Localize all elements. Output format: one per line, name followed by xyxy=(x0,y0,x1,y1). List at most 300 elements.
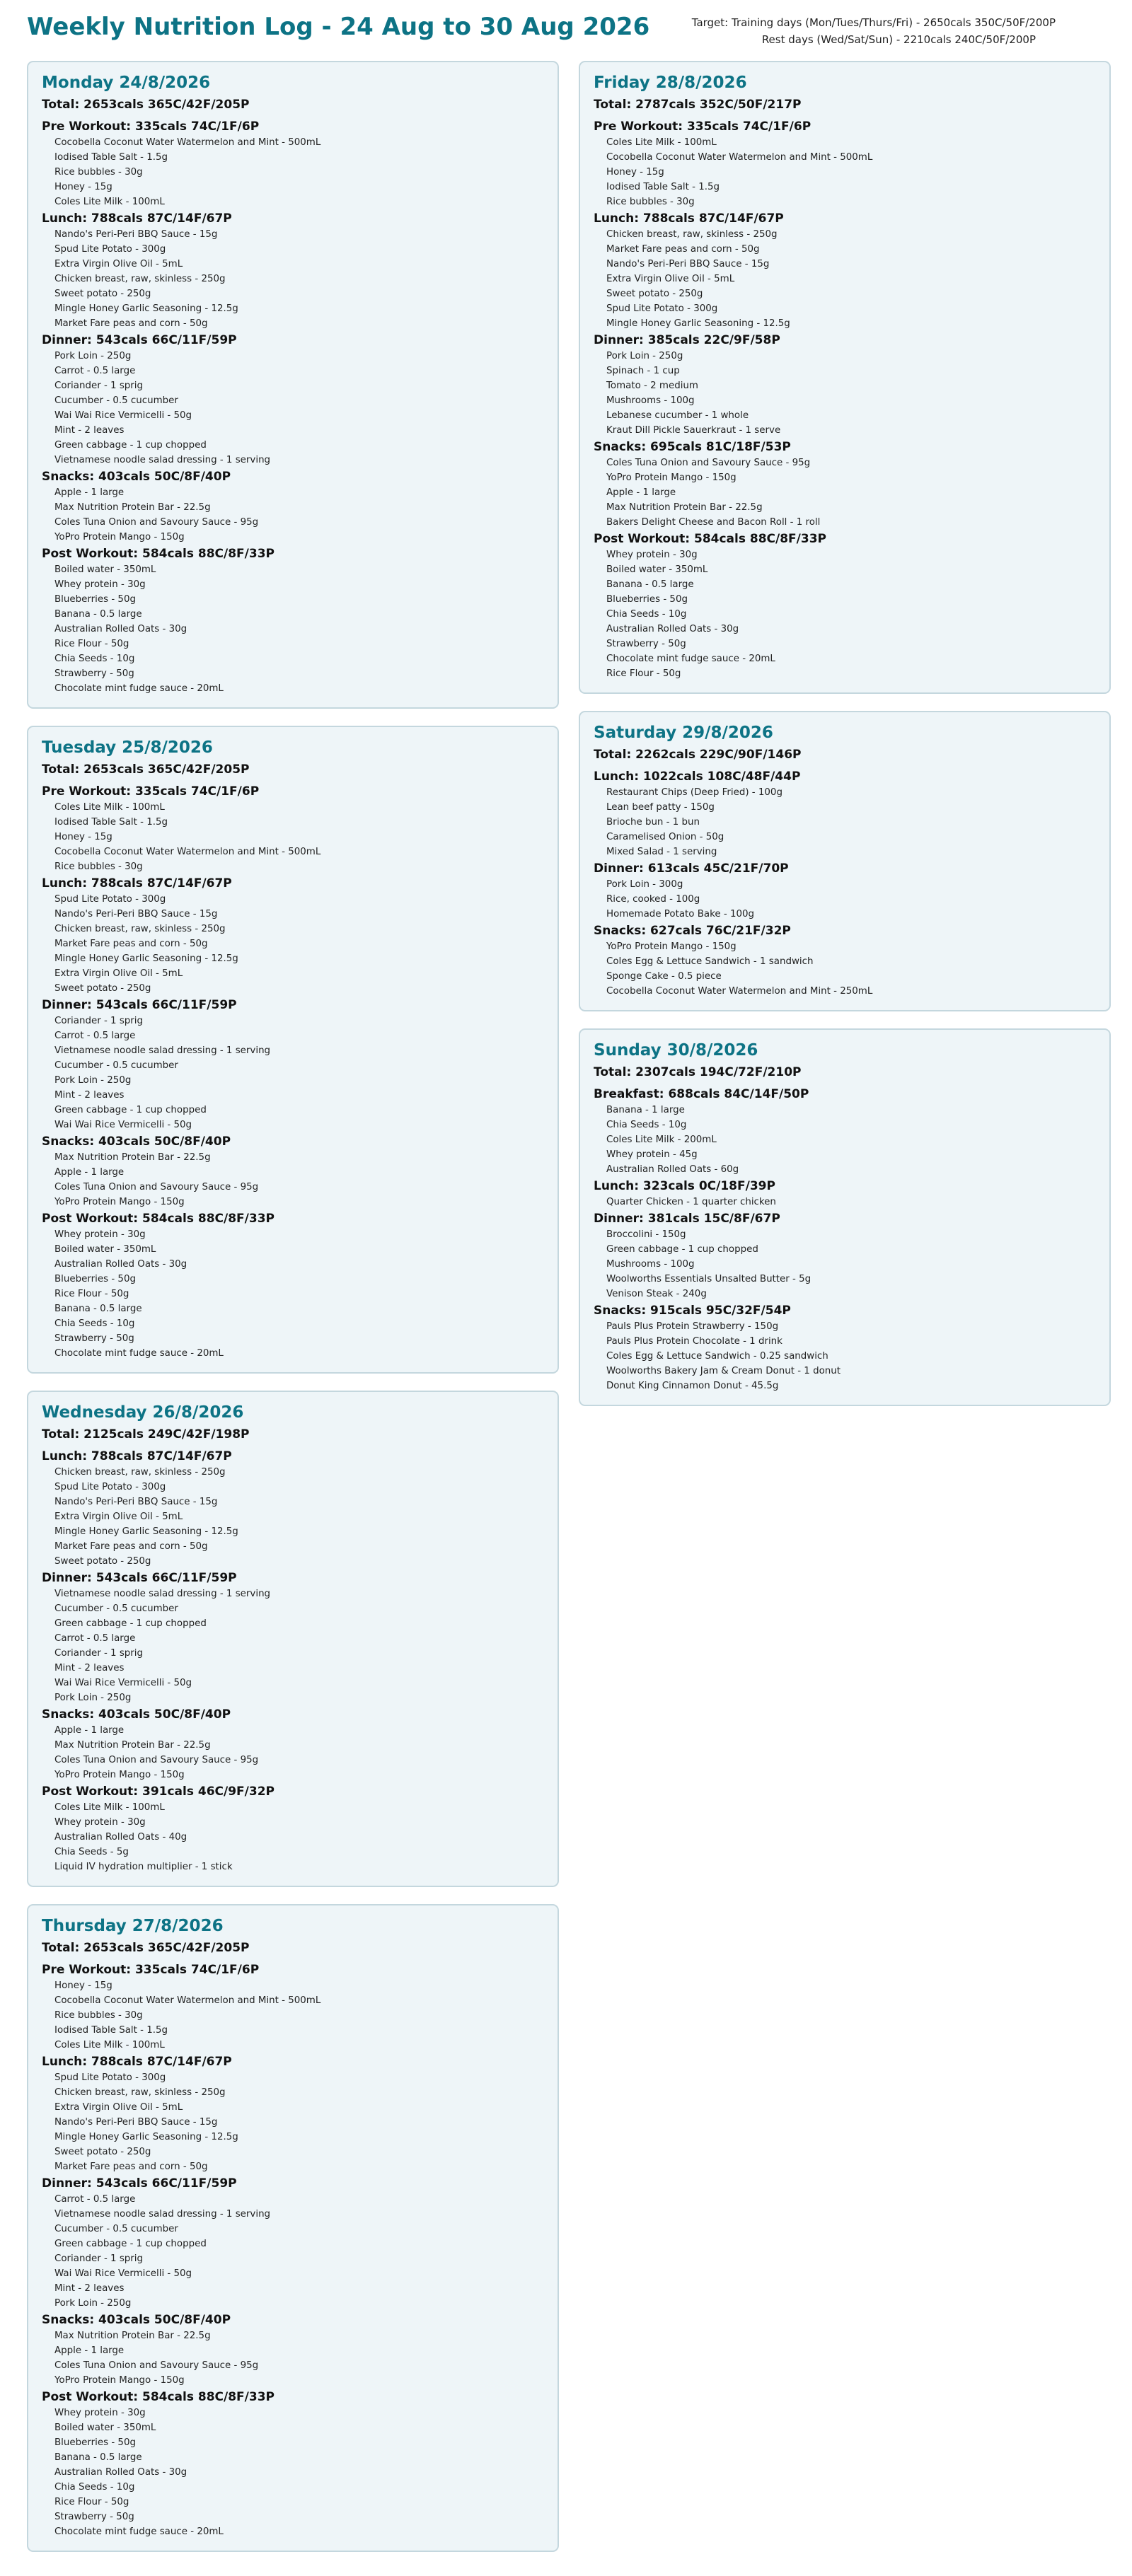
food-item: Honey - 15g xyxy=(606,167,664,178)
right-column xyxy=(579,61,1111,1423)
targets-box xyxy=(681,14,1105,48)
food-item: Pork Loin - 250g xyxy=(54,1075,132,1086)
day-title: Monday 24/8/2026 xyxy=(42,74,211,92)
food-item: Cocobella Coconut Water Watermelon and Mint - 500mL xyxy=(54,137,321,148)
meal-items xyxy=(42,1978,545,2053)
meal-title: Dinner: 381cals 15C/8F/67P xyxy=(594,1212,780,1226)
food-item: Rice bubbles - 30g xyxy=(54,167,143,178)
meal-items xyxy=(42,1800,545,1874)
food-item: Rice Flour - 50g xyxy=(54,639,129,649)
food-item: Extra Virgin Olive Oil - 5mL xyxy=(606,274,735,284)
meal-section xyxy=(594,531,1097,681)
food-item: Blueberries - 50g xyxy=(54,1274,136,1284)
food-item: Apple - 1 large xyxy=(54,1167,125,1178)
day-total: Total: 2125cals 249C/42F/198P xyxy=(42,1427,250,1441)
food-item: Mushrooms - 100g xyxy=(606,1259,695,1270)
food-item: Blueberries - 50g xyxy=(54,2437,136,2448)
food-item: Blueberries - 50g xyxy=(606,594,688,605)
meal-items xyxy=(42,1586,545,1705)
meal-title: Lunch: 788cals 87C/14F/67P xyxy=(42,2055,232,2069)
food-item: Chia Seeds - 10g xyxy=(54,654,135,664)
meal-section xyxy=(42,546,545,696)
food-item: Chia Seeds - 10g xyxy=(606,1120,687,1130)
meal-items xyxy=(42,1150,545,1209)
day-total: Total: 2307cals 194C/72F/210P xyxy=(594,1065,802,1079)
food-item: Rice bubbles - 30g xyxy=(54,861,143,872)
food-item: Tomato - 2 medium xyxy=(606,381,698,391)
food-item: Kraut Dill Pickle Sauerkraut - 1 serve xyxy=(606,425,781,436)
food-item: Cucumber - 0.5 cucumber xyxy=(54,1603,178,1614)
food-item: YoPro Protein Mango - 150g xyxy=(54,2375,185,2386)
food-item: Sweet potato - 250g xyxy=(54,289,151,299)
meal-items xyxy=(42,2070,545,2174)
food-item: YoPro Protein Mango - 150g xyxy=(54,1197,185,1207)
food-item: Woolworths Essentials Unsalted Butter - 5g xyxy=(606,1274,812,1284)
food-item: Coles Egg & Lettuce Sandwich - 0.25 sandwich xyxy=(606,1351,828,1362)
food-item: Mingle Honey Garlic Seasoning - 12.5g xyxy=(606,318,790,329)
food-item: Coles Egg & Lettuce Sandwich - 1 sandwich xyxy=(606,956,814,967)
food-item: Whey protein - 30g xyxy=(54,2408,146,2418)
page-header xyxy=(27,13,1105,55)
meal-items xyxy=(594,349,1097,438)
food-item: Carrot - 0.5 large xyxy=(54,1031,136,1041)
meal-section xyxy=(594,439,1097,530)
food-item: Nando's Peri-Peri BBQ Sauce - 15g xyxy=(606,259,770,269)
day-title: Saturday 29/8/2026 xyxy=(594,724,773,742)
food-item: Whey protein - 30g xyxy=(54,1817,146,1828)
food-item: Iodised Table Salt - 1.5g xyxy=(54,152,168,163)
food-item: Market Fare peas and corn - 50g xyxy=(54,318,208,329)
meal-title: Dinner: 543cals 66C/11F/59P xyxy=(42,2176,237,2191)
food-item: Chicken breast, raw, skinless - 250g xyxy=(54,274,226,284)
food-item: Coriander - 1 sprig xyxy=(54,381,144,391)
food-item: Market Fare peas and corn - 50g xyxy=(54,2162,208,2172)
food-item: Australian Rolled Oats - 60g xyxy=(606,1164,739,1175)
food-item: Banana - 0.5 large xyxy=(54,1304,142,1314)
meal-title: Lunch: 788cals 87C/14F/67P xyxy=(42,1449,232,1463)
food-item: Chicken breast, raw, skinless - 250g xyxy=(606,229,778,240)
food-item: Spud Lite Potato - 300g xyxy=(54,2072,166,2083)
food-item: Brioche bun - 1 bun xyxy=(606,817,700,828)
food-item: Whey protein - 30g xyxy=(54,579,146,590)
meal-section xyxy=(42,332,545,468)
food-item: Coles Tuna Onion and Savoury Sauce - 95g xyxy=(54,2360,259,2371)
meal-title: Post Workout: 584cals 88C/8F/33P xyxy=(594,532,826,546)
food-item: Extra Virgin Olive Oil - 5mL xyxy=(54,259,183,269)
food-item: Nando's Peri-Peri BBQ Sauce - 15g xyxy=(54,1497,218,1507)
food-item: Market Fare peas and corn - 50g xyxy=(606,244,760,255)
meal-section xyxy=(594,119,1097,209)
food-item: Banana - 1 large xyxy=(606,1105,685,1115)
food-item: Strawberry - 50g xyxy=(54,668,134,679)
meal-items xyxy=(42,1227,545,1361)
food-item: Caramelised Onion - 50g xyxy=(606,832,724,842)
food-item: Wai Wai Rice Vermicelli - 50g xyxy=(54,1678,192,1688)
day-total: Total: 2262cals 229C/90F/146P xyxy=(594,748,802,762)
food-item: Lean beef patty - 150g xyxy=(606,802,715,813)
food-item: Mint - 2 leaves xyxy=(54,1663,125,1673)
meal-section xyxy=(42,1707,545,1782)
day-card-tuesday xyxy=(27,726,559,1374)
food-item: Pauls Plus Protein Strawberry - 150g xyxy=(606,1321,779,1332)
day-card-monday xyxy=(27,61,559,709)
food-item: Green cabbage - 1 cup chopped xyxy=(54,440,207,451)
food-item: Mushrooms - 100g xyxy=(606,395,695,406)
meal-section xyxy=(42,2389,545,2539)
food-item: Rice, cooked - 100g xyxy=(606,894,700,905)
meal-items xyxy=(594,135,1097,209)
food-item: Coriander - 1 sprig xyxy=(54,1016,144,1026)
food-item: Mingle Honey Garlic Seasoning - 12.5g xyxy=(54,303,238,314)
meal-title: Post Workout: 584cals 88C/8F/33P xyxy=(42,547,275,561)
food-item: Iodised Table Salt - 1.5g xyxy=(54,2025,168,2036)
food-item: Boiled water - 350mL xyxy=(606,564,708,575)
food-item: Cocobella Coconut Water Watermelon and Mint - 250mL xyxy=(606,986,873,997)
food-item: Carrot - 0.5 large xyxy=(54,366,136,376)
food-item: Honey - 15g xyxy=(54,182,112,192)
food-item: Vietnamese noodle salad dressing - 1 serving xyxy=(54,1045,271,1056)
meal-title: Breakfast: 688cals 84C/14F/50P xyxy=(594,1087,809,1101)
food-item: Extra Virgin Olive Oil - 5mL xyxy=(54,1512,183,1522)
food-item: Iodised Table Salt - 1.5g xyxy=(54,817,168,828)
food-item: Market Fare peas and corn - 50g xyxy=(54,939,208,949)
day-total: Total: 2653cals 365C/42F/205P xyxy=(42,98,250,112)
food-item: Banana - 0.5 large xyxy=(54,609,142,620)
meal-section xyxy=(42,1570,545,1705)
food-item: Cucumber - 0.5 cucumber xyxy=(54,1060,178,1071)
meal-items xyxy=(42,1723,545,1782)
food-item: Cucumber - 0.5 cucumber xyxy=(54,2224,178,2234)
meal-title: Lunch: 788cals 87C/14F/67P xyxy=(42,211,232,226)
meal-items xyxy=(594,1227,1097,1301)
food-item: Green cabbage - 1 cup chopped xyxy=(54,2239,207,2249)
day-card-saturday xyxy=(579,711,1111,1011)
day-title: Tuesday 25/8/2026 xyxy=(42,738,213,757)
food-item: Cocobella Coconut Water Watermelon and Mint - 500mL xyxy=(606,152,873,163)
food-item: Spud Lite Potato - 300g xyxy=(606,303,718,314)
day-total: Total: 2653cals 365C/42F/205P xyxy=(42,762,250,777)
food-item: Mint - 2 leaves xyxy=(54,425,125,436)
meal-section xyxy=(42,1449,545,1569)
food-item: Rice Flour - 50g xyxy=(54,2497,129,2507)
day-total: Total: 2787cals 352C/50F/217P xyxy=(594,98,802,112)
food-item: Coriander - 1 sprig xyxy=(54,1648,144,1659)
food-item: Rice Flour - 50g xyxy=(606,668,681,679)
meal-items xyxy=(594,456,1097,530)
meal-section xyxy=(594,923,1097,999)
food-item: Cucumber - 0.5 cucumber xyxy=(54,395,178,406)
food-item: Chia Seeds - 10g xyxy=(606,609,687,620)
day-card-friday xyxy=(579,61,1111,694)
food-item: Coles Tuna Onion and Savoury Sauce - 95g xyxy=(606,458,811,468)
food-item: Boiled water - 350mL xyxy=(54,2423,156,2433)
food-item: Coles Lite Milk - 100mL xyxy=(54,2040,165,2050)
food-item: Mint - 2 leaves xyxy=(54,2283,125,2294)
meal-title: Pre Workout: 335cals 74C/1F/6P xyxy=(42,120,260,134)
meal-items xyxy=(594,785,1097,859)
food-item: Coles Lite Milk - 200mL xyxy=(606,1135,717,1145)
meal-items xyxy=(42,1014,545,1132)
target-rest-days: Rest days (Wed/Sat/Sun) - 2210cals 240C/50F/200P xyxy=(761,33,1036,46)
food-item: Mingle Honey Garlic Seasoning - 12.5g xyxy=(54,2132,238,2142)
food-item: YoPro Protein Mango - 150g xyxy=(606,941,737,952)
food-item: Wai Wai Rice Vermicelli - 50g xyxy=(54,410,192,421)
food-item: Green cabbage - 1 cup chopped xyxy=(54,1105,207,1115)
food-item: Woolworths Bakery Jam & Cream Donut - 1 donut xyxy=(606,1366,841,1376)
food-item: Pork Loin - 250g xyxy=(54,2298,132,2309)
food-item: Chicken breast, raw, skinless - 250g xyxy=(54,924,226,934)
meal-section xyxy=(42,784,545,874)
day-title: Friday 28/8/2026 xyxy=(594,74,747,92)
meal-section xyxy=(594,332,1097,438)
food-item: Mingle Honey Garlic Seasoning - 12.5g xyxy=(54,1526,238,1537)
meal-items xyxy=(594,547,1097,681)
meal-items xyxy=(42,562,545,696)
food-item: Vietnamese noodle salad dressing - 1 serving xyxy=(54,455,271,465)
food-item: Sweet potato - 250g xyxy=(54,2147,151,2157)
food-item: Chicken breast, raw, skinless - 250g xyxy=(54,2087,226,2098)
food-item: Boiled water - 350mL xyxy=(54,564,156,575)
food-item: Cocobella Coconut Water Watermelon and Mint - 500mL xyxy=(54,1995,321,2006)
food-item: Wai Wai Rice Vermicelli - 50g xyxy=(54,2268,192,2279)
food-item: Bakers Delight Cheese and Bacon Roll - 1 roll xyxy=(606,517,821,528)
meal-items xyxy=(42,349,545,468)
food-item: Green cabbage - 1 cup chopped xyxy=(54,1618,207,1629)
food-item: Homemade Potato Bake - 100g xyxy=(606,909,755,919)
food-item: Max Nutrition Protein Bar - 22.5g xyxy=(54,2331,211,2341)
food-item: Chocolate mint fudge sauce - 20mL xyxy=(606,654,775,664)
day-card-sunday xyxy=(579,1028,1111,1406)
food-item: Pork Loin - 300g xyxy=(606,879,683,890)
meal-section xyxy=(594,1211,1097,1301)
food-item: Venison Steak - 240g xyxy=(606,1289,707,1299)
meal-section xyxy=(594,861,1097,922)
food-item: Coles Lite Milk - 100mL xyxy=(54,197,165,207)
meal-section xyxy=(42,1962,545,2053)
food-item: Chia Seeds - 5g xyxy=(54,1847,129,1857)
food-item: Liquid IV hydration multiplier - 1 stick xyxy=(54,1862,233,1872)
food-item: Iodised Table Salt - 1.5g xyxy=(606,182,720,192)
meal-title: Post Workout: 584cals 88C/8F/33P xyxy=(42,2390,275,2404)
food-item: Vietnamese noodle salad dressing - 1 serving xyxy=(54,2209,271,2220)
food-item: Banana - 0.5 large xyxy=(606,579,694,590)
meal-section xyxy=(42,1784,545,1874)
food-item: Market Fare peas and corn - 50g xyxy=(54,1541,208,1552)
food-item: Coriander - 1 sprig xyxy=(54,2253,144,2264)
food-item: Coles Tuna Onion and Savoury Sauce - 95g xyxy=(54,1182,259,1193)
food-item: Nando's Peri-Peri BBQ Sauce - 15g xyxy=(54,229,218,240)
meal-section xyxy=(42,2312,545,2388)
food-item: Spud Lite Potato - 300g xyxy=(54,1482,166,1492)
meal-title: Dinner: 385cals 22C/9F/58P xyxy=(594,333,780,347)
food-item: Sweet potato - 250g xyxy=(54,1556,151,1567)
meal-title: Pre Workout: 335cals 74C/1F/6P xyxy=(42,784,260,799)
food-item: Mixed Salad - 1 serving xyxy=(606,847,717,857)
food-item: Apple - 1 large xyxy=(54,2345,125,2356)
meal-section xyxy=(594,1086,1097,1177)
food-item: Mint - 2 leaves xyxy=(54,1090,125,1101)
food-item: Spinach - 1 cup xyxy=(606,366,680,376)
food-item: Chia Seeds - 10g xyxy=(54,2482,135,2493)
meal-section xyxy=(594,1178,1097,1209)
food-item: Honey - 15g xyxy=(54,1980,112,1991)
meal-section xyxy=(594,1303,1097,1393)
meal-items xyxy=(594,1195,1097,1209)
food-item: Pork Loin - 250g xyxy=(606,351,683,361)
target-training-days: Target: Training days (Mon/Tues/Thurs/Fri) - 2650cals 350C/50F/200P xyxy=(691,16,1056,29)
food-item: Whey protein - 30g xyxy=(606,550,698,560)
food-item: Nando's Peri-Peri BBQ Sauce - 15g xyxy=(54,909,218,919)
food-item: Broccolini - 150g xyxy=(606,1229,686,1240)
food-item: Australian Rolled Oats - 40g xyxy=(54,1832,187,1843)
food-item: Extra Virgin Olive Oil - 5mL xyxy=(54,2102,183,2113)
food-item: Boiled water - 350mL xyxy=(54,1244,156,1255)
food-item: Spud Lite Potato - 300g xyxy=(54,894,166,905)
food-item: Max Nutrition Protein Bar - 22.5g xyxy=(54,1740,211,1751)
food-item: Coles Lite Milk - 100mL xyxy=(54,1802,165,1813)
meal-title: Lunch: 788cals 87C/14F/67P xyxy=(594,211,784,226)
food-item: Carrot - 0.5 large xyxy=(54,1633,136,1644)
meal-section xyxy=(42,2176,545,2311)
meal-title: Snacks: 915cals 95C/32F/54P xyxy=(594,1304,791,1318)
food-item: Restaurant Chips (Deep Fried) - 100g xyxy=(606,787,782,798)
food-item: Vietnamese noodle salad dressing - 1 serving xyxy=(54,1589,271,1599)
day-title: Thursday 27/8/2026 xyxy=(42,1917,224,1935)
meal-title: Snacks: 403cals 50C/8F/40P xyxy=(42,2313,231,2327)
food-item: Coles Tuna Onion and Savoury Sauce - 95g xyxy=(54,517,259,528)
meal-title: Snacks: 627cals 76C/21F/32P xyxy=(594,924,791,938)
meal-section xyxy=(42,469,545,545)
meal-items xyxy=(42,135,545,209)
food-item: Rice Flour - 50g xyxy=(54,1289,129,1299)
food-item: Nando's Peri-Peri BBQ Sauce - 15g xyxy=(54,2117,218,2128)
meal-section xyxy=(42,211,545,331)
food-item: Quarter Chicken - 1 quarter chicken xyxy=(606,1197,776,1207)
food-item: Sweet potato - 250g xyxy=(606,289,703,299)
left-column xyxy=(27,61,559,2569)
food-item: Australian Rolled Oats - 30g xyxy=(54,2467,187,2478)
food-item: Mingle Honey Garlic Seasoning - 12.5g xyxy=(54,953,238,964)
meal-title: Dinner: 543cals 66C/11F/59P xyxy=(42,1571,237,1585)
food-item: Rice bubbles - 30g xyxy=(54,2010,143,2021)
food-item: Sweet potato - 250g xyxy=(54,983,151,994)
meal-section xyxy=(594,769,1097,859)
meal-items xyxy=(594,877,1097,922)
meal-items xyxy=(42,1465,545,1569)
food-item: Spud Lite Potato - 300g xyxy=(54,244,166,255)
food-item: Green cabbage - 1 cup chopped xyxy=(606,1244,758,1255)
food-item: Carrot - 0.5 large xyxy=(54,2194,136,2205)
meal-items xyxy=(42,485,545,545)
food-item: Apple - 1 large xyxy=(54,1725,125,1736)
food-item: Pauls Plus Protein Chocolate - 1 drink xyxy=(606,1336,782,1347)
meal-title: Snacks: 403cals 50C/8F/40P xyxy=(42,1707,231,1722)
meal-section xyxy=(42,1211,545,1361)
meal-items xyxy=(42,227,545,331)
food-item: Lebanese cucumber - 1 whole xyxy=(606,410,749,421)
food-item: Extra Virgin Olive Oil - 5mL xyxy=(54,968,183,979)
food-item: Wai Wai Rice Vermicelli - 50g xyxy=(54,1120,192,1130)
food-item: Chocolate mint fudge sauce - 20mL xyxy=(54,683,224,694)
meal-title: Dinner: 613cals 45C/21F/70P xyxy=(594,861,789,876)
meal-items xyxy=(42,2406,545,2539)
day-title: Wednesday 26/8/2026 xyxy=(42,1403,244,1422)
food-item: Coles Lite Milk - 100mL xyxy=(54,802,165,813)
meal-title: Pre Workout: 335cals 74C/1F/6P xyxy=(594,120,812,134)
food-item: Strawberry - 50g xyxy=(54,1333,134,1344)
meal-section xyxy=(42,1134,545,1209)
food-item: Chia Seeds - 10g xyxy=(54,1318,135,1329)
food-item: Coles Lite Milk - 100mL xyxy=(606,137,717,148)
meal-section xyxy=(594,211,1097,331)
food-item: YoPro Protein Mango - 150g xyxy=(606,472,737,483)
day-total: Total: 2653cals 365C/42F/205P xyxy=(42,1941,250,1955)
meal-title: Dinner: 543cals 66C/11F/59P xyxy=(42,998,237,1012)
food-item: YoPro Protein Mango - 150g xyxy=(54,532,185,543)
meal-items xyxy=(594,1319,1097,1393)
meal-items xyxy=(42,800,545,874)
food-item: Strawberry - 50g xyxy=(606,639,686,649)
food-item: Chocolate mint fudge sauce - 20mL xyxy=(54,1348,224,1359)
food-item: Honey - 15g xyxy=(54,832,112,842)
meal-section xyxy=(42,2054,545,2174)
food-item: Australian Rolled Oats - 30g xyxy=(54,1259,187,1270)
food-item: Max Nutrition Protein Bar - 22.5g xyxy=(54,502,211,513)
food-item: Coles Tuna Onion and Savoury Sauce - 95g xyxy=(54,1755,259,1765)
food-item: Cocobella Coconut Water Watermelon and Mint - 500mL xyxy=(54,847,321,857)
meal-title: Snacks: 403cals 50C/8F/40P xyxy=(42,470,231,484)
meal-title: Lunch: 1022cals 108C/48F/44P xyxy=(594,770,801,784)
meal-items xyxy=(594,1103,1097,1177)
food-item: Australian Rolled Oats - 30g xyxy=(54,624,187,634)
food-item: Pork Loin - 250g xyxy=(54,1693,132,1703)
food-item: Max Nutrition Protein Bar - 22.5g xyxy=(606,502,763,513)
meal-items xyxy=(42,2328,545,2388)
day-card-thursday xyxy=(27,1904,559,2552)
food-item: Rice bubbles - 30g xyxy=(606,197,695,207)
food-item: YoPro Protein Mango - 150g xyxy=(54,1770,185,1780)
food-item: Blueberries - 50g xyxy=(54,594,136,605)
meal-section xyxy=(42,997,545,1132)
food-item: Apple - 1 large xyxy=(606,487,676,498)
meal-title: Dinner: 543cals 66C/11F/59P xyxy=(42,333,237,347)
meal-section xyxy=(42,876,545,996)
meal-items xyxy=(594,939,1097,999)
food-item: Chocolate mint fudge sauce - 20mL xyxy=(54,2526,224,2537)
meal-title: Lunch: 788cals 87C/14F/67P xyxy=(42,876,232,890)
page-title: Weekly Nutrition Log - 24 Aug to 30 Aug 2026 xyxy=(27,13,650,41)
meal-items xyxy=(42,2192,545,2311)
meal-title: Pre Workout: 335cals 74C/1F/6P xyxy=(42,1963,260,1977)
food-item: Whey protein - 45g xyxy=(606,1149,698,1160)
meal-title: Post Workout: 584cals 88C/8F/33P xyxy=(42,1212,275,1226)
meal-title: Snacks: 403cals 50C/8F/40P xyxy=(42,1135,231,1149)
food-item: Strawberry - 50g xyxy=(54,2512,134,2522)
food-item: Sponge Cake - 0.5 piece xyxy=(606,971,722,982)
meal-title: Snacks: 695cals 81C/18F/53P xyxy=(594,440,791,454)
meal-items xyxy=(594,227,1097,331)
meal-items xyxy=(42,892,545,996)
food-item: Apple - 1 large xyxy=(54,487,125,498)
day-title: Sunday 30/8/2026 xyxy=(594,1041,758,1060)
food-item: Australian Rolled Oats - 30g xyxy=(606,624,739,634)
meal-section xyxy=(42,119,545,209)
day-card-wednesday xyxy=(27,1391,559,1887)
food-item: Whey protein - 30g xyxy=(54,1229,146,1240)
food-item: Donut King Cinnamon Donut - 45.5g xyxy=(606,1381,779,1391)
food-item: Max Nutrition Protein Bar - 22.5g xyxy=(54,1152,211,1163)
food-item: Pork Loin - 250g xyxy=(54,351,132,361)
